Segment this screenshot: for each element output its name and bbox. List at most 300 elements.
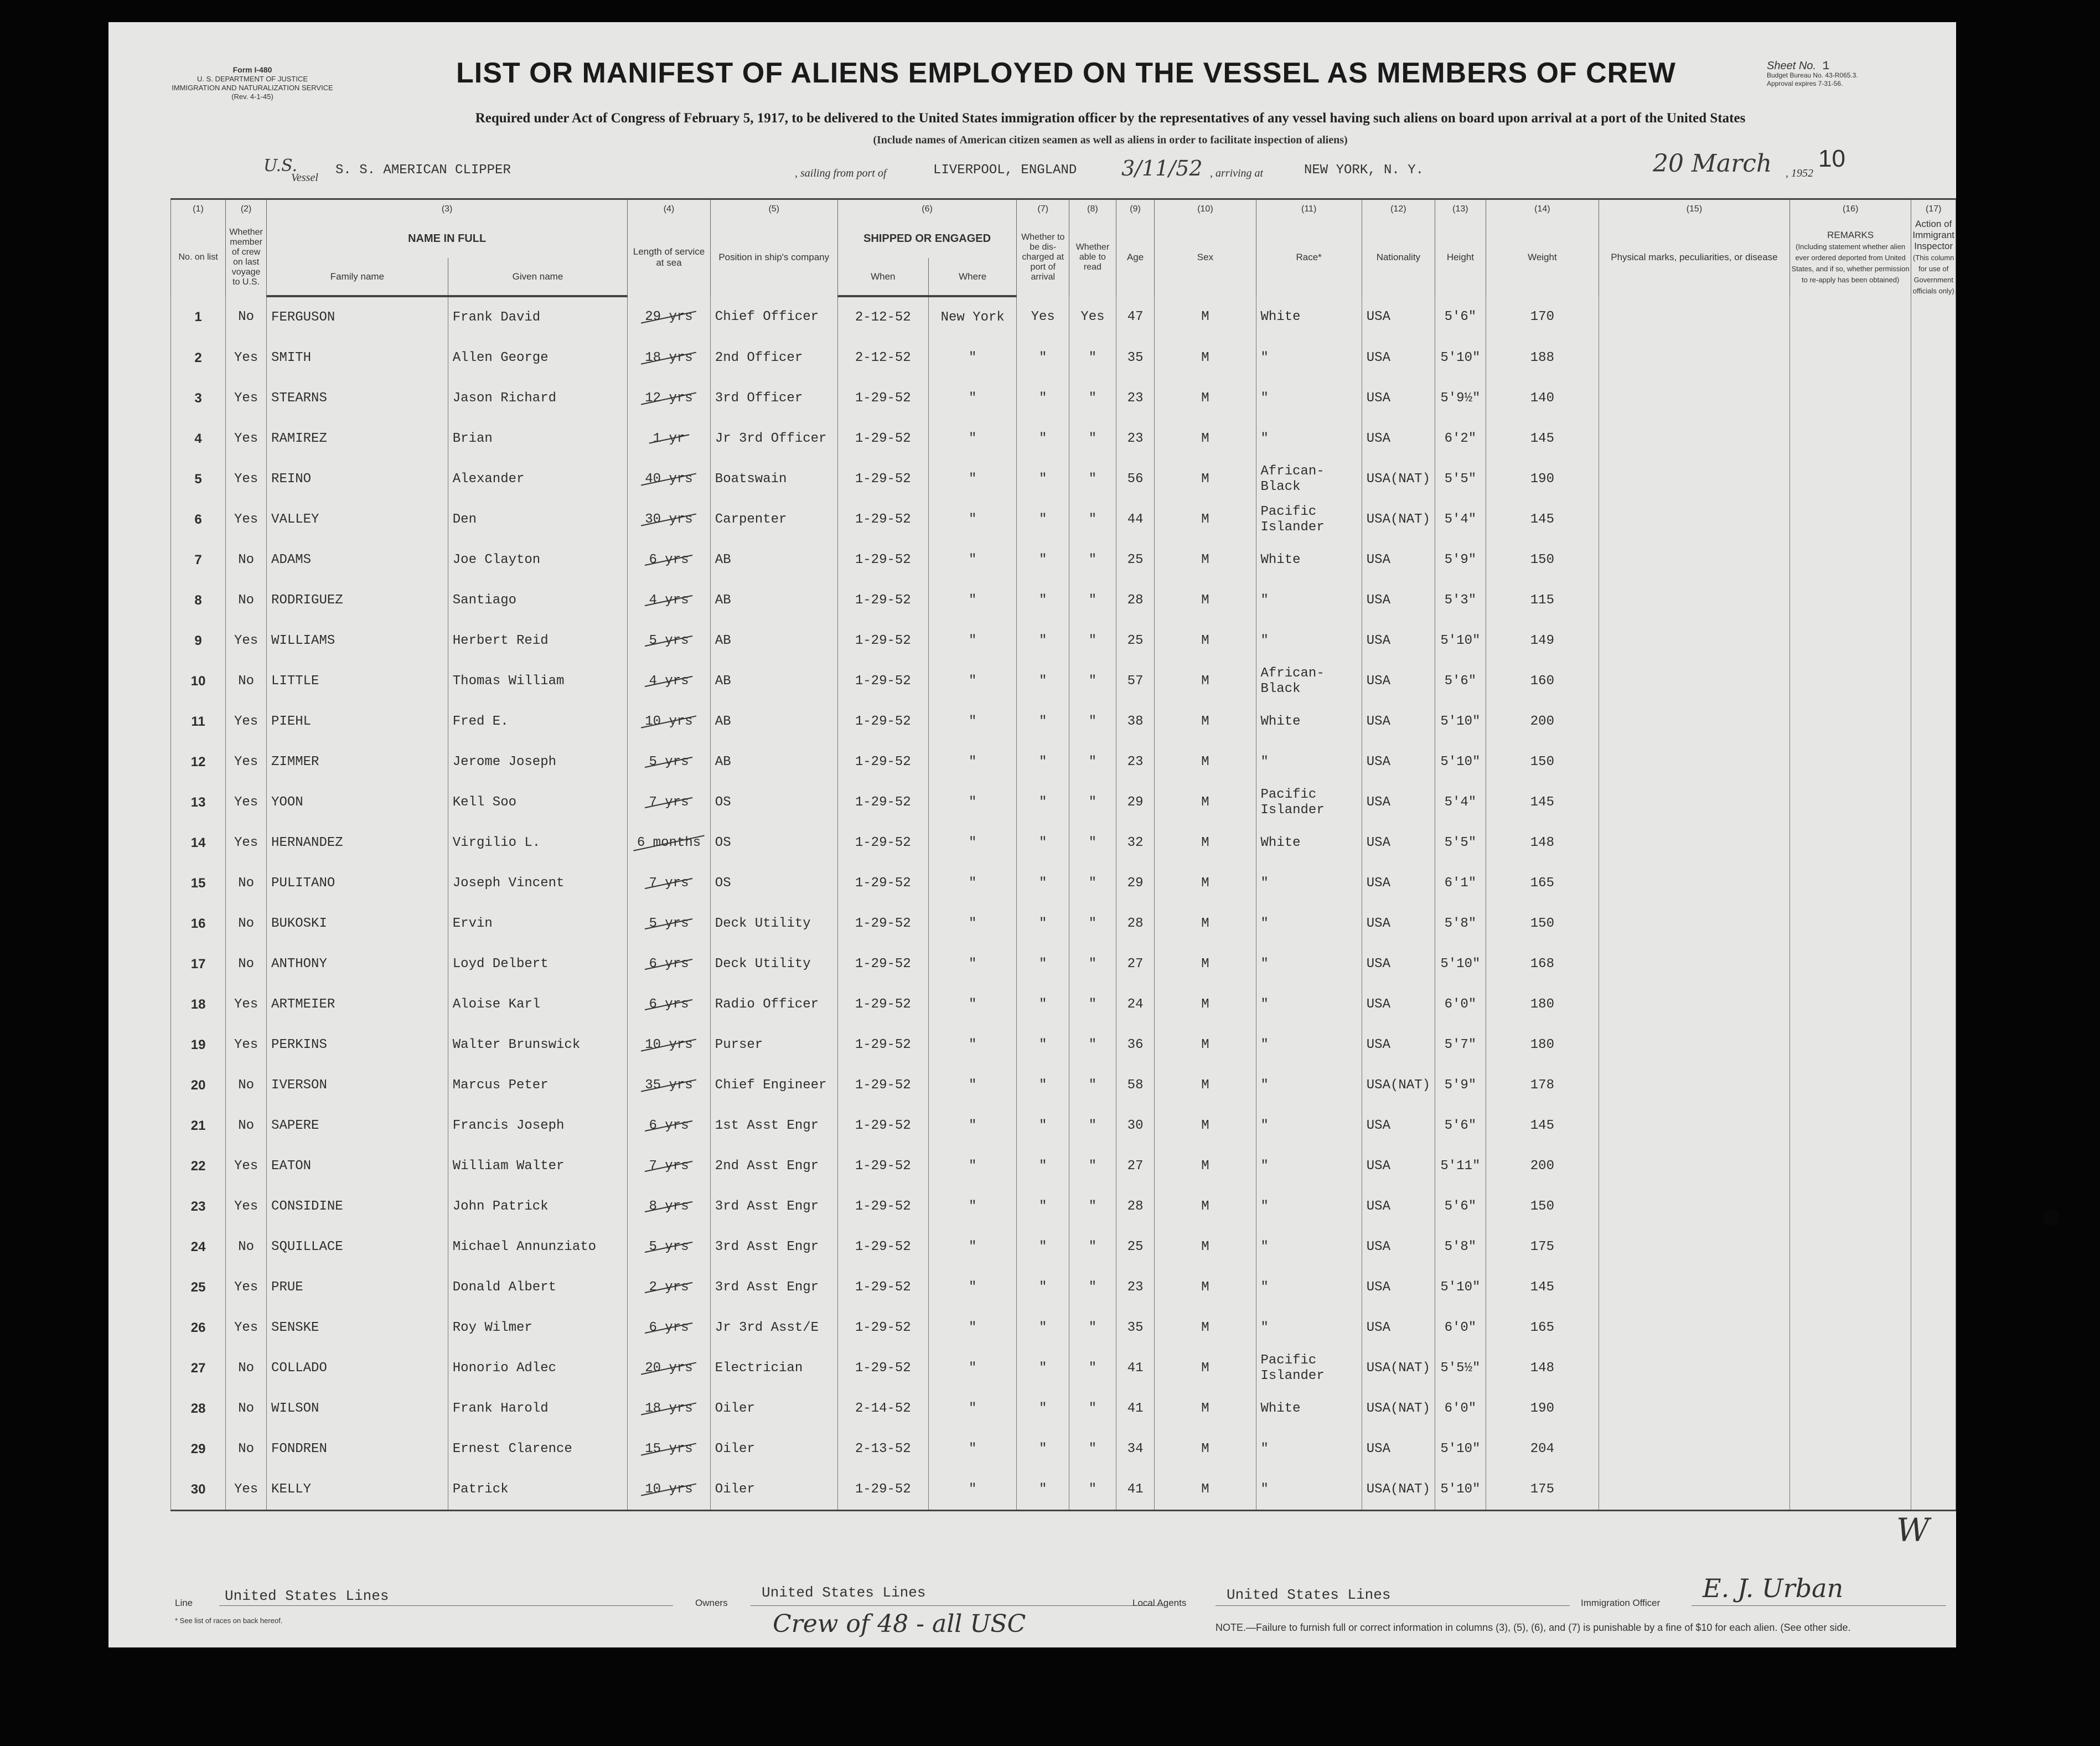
cell-shipped-where: " [928,540,1017,580]
cell-sex: M [1155,378,1256,419]
cell-given-name: Alexander [448,459,627,499]
cell-weight: 200 [1486,701,1599,742]
cell-sex: M [1155,863,1256,903]
cell-shipped-when: 1-29-52 [837,419,928,459]
cell-shipped-when: 1-29-52 [837,1267,928,1308]
cell-able-to-read: " [1069,903,1116,944]
cell-to-be-discharged: " [1017,661,1069,701]
cell-shipped-where: " [928,742,1017,782]
cell-member-last-voyage: No [226,1065,267,1106]
cell-position: Boatswain [710,459,837,499]
cell-able-to-read: " [1069,742,1116,782]
cell-age: 56 [1116,459,1155,499]
cell-physical-marks [1599,1025,1789,1065]
cell-to-be-discharged: " [1017,903,1069,944]
cell-sex: M [1155,1267,1256,1308]
cell-weight: 180 [1486,984,1599,1025]
cell-race: " [1256,1469,1362,1511]
cell-family-name: COLLADO [267,1348,448,1388]
cell-row-number: 23 [171,1186,226,1227]
cell-remarks [1789,1025,1911,1065]
cell-family-name: ARTMEIER [267,984,448,1025]
cell-shipped-where: " [928,1308,1017,1348]
cell-position: Radio Officer [710,984,837,1025]
cell-inspector-action [1911,419,1956,459]
cell-shipped-when: 1-29-52 [837,1025,928,1065]
table-row [171,1429,1956,1469]
cell-race: Pacific Islander [1256,782,1362,823]
cell-position: 3rd Officer [710,378,837,419]
cell-inspector-action [1911,661,1956,701]
cell-weight: 178 [1486,1065,1599,1106]
cell-shipped-where: " [928,944,1017,984]
cell-position: Deck Utility [710,903,837,944]
cell-to-be-discharged: " [1017,580,1069,621]
cell-shipped-when: 1-29-52 [837,903,928,944]
cell-member-last-voyage: Yes [226,499,267,540]
cell-row-number: 6 [171,499,226,540]
cell-weight: 150 [1486,742,1599,782]
cell-nationality: USA [1362,580,1435,621]
cell-inspector-action [1911,338,1956,378]
col-num-5: (5) [710,199,837,219]
cell-physical-marks [1599,296,1789,338]
cell-length-of-service: 15 yrs [628,1429,711,1469]
cell-able-to-read: " [1069,1308,1116,1348]
table-row [171,338,1956,378]
table-row [171,701,1956,742]
flag-handwritten: U.S. [263,156,298,175]
cell-length-of-service: 6 yrs [628,944,711,984]
table-row [171,1025,1956,1065]
cell-remarks [1789,459,1911,499]
header-position: Position in ship's company [710,219,837,296]
cell-length-of-service: 4 yrs [628,580,711,621]
cell-member-last-voyage: No [226,296,267,338]
cell-position: Oiler [710,1469,837,1511]
cell-given-name: Ernest Clarence [448,1429,627,1469]
table-row [171,1146,1956,1186]
cell-row-number: 14 [171,823,226,863]
cell-to-be-discharged: " [1017,540,1069,580]
cell-age: 44 [1116,499,1155,540]
cell-remarks [1789,378,1911,419]
cell-race: " [1256,1065,1362,1106]
cell-nationality: USA [1362,1025,1435,1065]
cell-weight: 149 [1486,621,1599,661]
cell-remarks [1789,701,1911,742]
cell-given-name: Thomas William [448,661,627,701]
cell-to-be-discharged: " [1017,419,1069,459]
cell-position: AB [710,580,837,621]
cell-height: 5'5½" [1435,1348,1486,1388]
cell-shipped-where: " [928,1469,1017,1511]
cell-weight: 190 [1486,1388,1599,1429]
cell-physical-marks [1599,1106,1789,1146]
header-height: Height [1435,219,1486,296]
cell-to-be-discharged: " [1017,1469,1069,1511]
cell-to-be-discharged: " [1017,1106,1069,1146]
cell-race: " [1256,1186,1362,1227]
cell-able-to-read: " [1069,1388,1116,1429]
cell-sex: M [1155,701,1256,742]
cell-weight: 148 [1486,1348,1599,1388]
table-row [171,742,1956,782]
cell-shipped-when: 1-29-52 [837,1227,928,1267]
cell-length-of-service: 5 yrs [628,621,711,661]
department: U. S. DEPARTMENT OF JUSTICE [196,75,308,83]
cell-inspector-action [1911,742,1956,782]
cell-family-name: PRUE [267,1267,448,1308]
form-revision: (Rev. 4-1-45) [231,92,273,101]
cell-race: White [1256,823,1362,863]
cell-row-number: 20 [171,1065,226,1106]
cell-age: 35 [1116,338,1155,378]
cell-nationality: USA [1362,863,1435,903]
cell-able-to-read: " [1069,984,1116,1025]
cell-nationality: USA [1362,742,1435,782]
cell-row-number: 21 [171,1106,226,1146]
penalty-note: NOTE.—Failure to furnish full or correct information in columns (3), (5), (6), and (7) is punishable by a fine of $10 for each alien. (See other side. [1215,1622,1851,1633]
cell-nationality: USA(NAT) [1362,499,1435,540]
remarks-title: REMARKS [1827,230,1874,240]
cell-given-name: Fred E. [448,701,627,742]
cell-shipped-when: 1-29-52 [837,1106,928,1146]
table-row [171,1267,1956,1308]
footer [175,1573,1946,1644]
cell-sex: M [1155,944,1256,984]
cell-to-be-discharged: " [1017,1065,1069,1106]
col-num-6: (6) [837,199,1017,219]
cell-shipped-when: 1-29-52 [837,742,928,782]
table-row [171,580,1956,621]
header-shipped-engaged: SHIPPED OR ENGAGED [837,219,1017,258]
cell-family-name: PIEHL [267,701,448,742]
cell-physical-marks [1599,499,1789,540]
cell-member-last-voyage: Yes [226,782,267,823]
cell-able-to-read: " [1069,1065,1116,1106]
cell-race: " [1256,1146,1362,1186]
cell-sex: M [1155,459,1256,499]
cell-given-name: Aloise Karl [448,984,627,1025]
cell-nationality: USA(NAT) [1362,1388,1435,1429]
cell-family-name: KELLY [267,1469,448,1511]
cell-age: 23 [1116,1267,1155,1308]
cell-inspector-action [1911,1146,1956,1186]
cell-nationality: USA [1362,984,1435,1025]
table-row [171,944,1956,984]
cell-nationality: USA [1362,338,1435,378]
departure-port: LIVERPOOL, ENGLAND [933,163,1077,178]
cell-nationality: USA [1362,782,1435,823]
owners-label: Owners [695,1598,728,1608]
cell-member-last-voyage: No [226,863,267,903]
cell-race: " [1256,1308,1362,1348]
cell-shipped-when: 1-29-52 [837,1065,928,1106]
cell-inspector-action [1911,1429,1956,1469]
cell-remarks [1789,296,1911,338]
cell-inspector-action [1911,1348,1956,1388]
cell-row-number: 18 [171,984,226,1025]
cell-age: 29 [1116,782,1155,823]
page-number: 10 [1818,145,1845,172]
cell-given-name: Den [448,499,627,540]
header-action-inspector [1911,219,1956,296]
cell-sex: M [1155,1106,1256,1146]
cell-member-last-voyage: No [226,661,267,701]
cell-length-of-service: 10 yrs [628,701,711,742]
cell-physical-marks [1599,1146,1789,1186]
crew-rows [171,296,1956,1511]
sheet-label: Sheet No. [1767,60,1816,72]
cell-inspector-action [1911,944,1956,984]
cell-height: 5'5" [1435,823,1486,863]
cell-physical-marks [1599,903,1789,944]
form-number: Form I-480 [232,65,272,74]
budget-number: Budget Bureau No. 43-R065.3. [1767,71,1858,79]
cell-height: 5'6" [1435,1186,1486,1227]
table-row [171,1388,1956,1429]
cell-shipped-when: 1-29-52 [837,1186,928,1227]
cell-physical-marks [1599,863,1789,903]
col-num-17: (17) [1911,199,1956,219]
cell-shipped-when: 2-14-52 [837,1388,928,1429]
cell-shipped-when: 1-29-52 [837,782,928,823]
cell-member-last-voyage: No [226,1388,267,1429]
cell-family-name: HERNANDEZ [267,823,448,863]
cell-able-to-read: " [1069,944,1116,984]
legal-requirement: Required under Act of Congress of February 5, 1917, to be delivered to the United States immigration officer by the representatives of any vessel having such aliens on board upon arrival at a port of the United States [475,111,1746,126]
line-value: United States Lines [225,1588,389,1604]
cell-length-of-service: 6 yrs [628,540,711,580]
cell-shipped-where: " [928,903,1017,944]
cell-able-to-read: " [1069,1429,1116,1469]
cell-weight: 190 [1486,459,1599,499]
col-num-8: (8) [1069,199,1116,219]
cell-shipped-where: " [928,1186,1017,1227]
cell-age: 35 [1116,1308,1155,1348]
cell-physical-marks [1599,984,1789,1025]
header-age: Age [1116,219,1155,296]
table-row [171,782,1956,823]
header-no-on-list: No. on list [171,219,226,296]
cell-length-of-service: 5 yrs [628,903,711,944]
arriving-label: , arriving at [1210,167,1264,179]
cell-family-name: PULITANO [267,863,448,903]
table-row [171,378,1956,419]
cell-remarks [1789,944,1911,984]
cell-height: 5'10" [1435,944,1486,984]
cell-able-to-read: " [1069,1146,1116,1186]
cell-position: OS [710,823,837,863]
cell-race: Pacific Islander [1256,1348,1362,1388]
cell-shipped-when: 1-29-52 [837,944,928,984]
col-num-13: (13) [1435,199,1486,219]
cell-physical-marks [1599,580,1789,621]
cell-nationality: USA(NAT) [1362,459,1435,499]
cell-age: 25 [1116,540,1155,580]
cell-row-number: 2 [171,338,226,378]
cell-shipped-when: 1-29-52 [837,863,928,903]
cell-given-name: Loyd Delbert [448,944,627,984]
table-row [171,1186,1956,1227]
cell-to-be-discharged: " [1017,863,1069,903]
cell-shipped-when: 1-29-52 [837,1348,928,1388]
cell-to-be-discharged: " [1017,1267,1069,1308]
cell-given-name: Virgilio L. [448,823,627,863]
table-row [171,459,1956,499]
cell-shipped-when: 1-29-52 [837,823,928,863]
cell-member-last-voyage: No [226,1227,267,1267]
table-row [171,1106,1956,1146]
cell-inspector-action [1911,459,1956,499]
cell-position: OS [710,863,837,903]
cell-sex: M [1155,1186,1256,1227]
cell-inspector-action [1911,499,1956,540]
cell-length-of-service: 35 yrs [628,1065,711,1106]
cell-age: 24 [1116,984,1155,1025]
cell-to-be-discharged: " [1017,1146,1069,1186]
cell-remarks [1789,1267,1911,1308]
cell-race: " [1256,1025,1362,1065]
cell-physical-marks [1599,701,1789,742]
cell-height: 5'6" [1435,661,1486,701]
cell-remarks [1789,903,1911,944]
cell-height: 5'6" [1435,1106,1486,1146]
cell-length-of-service: 1 yr [628,419,711,459]
cell-given-name: Jason Richard [448,378,627,419]
cell-remarks [1789,419,1911,459]
cell-height: 5'10" [1435,1429,1486,1469]
cell-shipped-when: 1-29-52 [837,1308,928,1348]
cell-given-name: Herbert Reid [448,621,627,661]
cell-shipped-when: 1-29-52 [837,984,928,1025]
cell-shipped-when: 1-29-52 [837,459,928,499]
cell-family-name: SQUILLACE [267,1227,448,1267]
table-row [171,296,1956,338]
cell-race: " [1256,621,1362,661]
cell-physical-marks [1599,661,1789,701]
cell-row-number: 9 [171,621,226,661]
cell-height: 5'10" [1435,742,1486,782]
cell-shipped-where: " [928,1429,1017,1469]
cell-nationality: USA [1362,419,1435,459]
cell-physical-marks [1599,1348,1789,1388]
cell-row-number: 17 [171,944,226,984]
header-family-name: Family name [267,258,448,296]
cell-age: 38 [1116,701,1155,742]
cell-row-number: 28 [171,1388,226,1429]
cell-height: 5'9½" [1435,378,1486,419]
cell-given-name: Jerome Joseph [448,742,627,782]
cell-height: 5'6" [1435,296,1486,338]
cell-family-name: RAMIREZ [267,419,448,459]
cell-member-last-voyage: Yes [226,984,267,1025]
cell-weight: 150 [1486,540,1599,580]
cell-race: " [1256,944,1362,984]
agents-label: Local Agents [1132,1598,1187,1608]
cell-able-to-read: " [1069,499,1116,540]
header-member-last-voyage: Whether member of crew on last voyage to U.S. [226,219,267,296]
cell-sex: M [1155,338,1256,378]
cell-shipped-when: 1-29-52 [837,661,928,701]
cell-row-number: 8 [171,580,226,621]
cell-length-of-service: 5 yrs [628,1227,711,1267]
cell-row-number: 16 [171,903,226,944]
cell-sex: M [1155,580,1256,621]
cell-remarks [1789,984,1911,1025]
cell-able-to-read: " [1069,782,1116,823]
cell-given-name: Kell Soo [448,782,627,823]
cell-length-of-service: 4 yrs [628,661,711,701]
table-row [171,903,1956,944]
cell-able-to-read: " [1069,621,1116,661]
cell-shipped-when: 1-29-52 [837,580,928,621]
cell-remarks [1789,823,1911,863]
cell-given-name: Honorio Adlec [448,1348,627,1388]
cell-sex: M [1155,782,1256,823]
cell-position: AB [710,540,837,580]
cell-physical-marks [1599,1065,1789,1106]
cell-race: White [1256,1388,1362,1429]
cell-able-to-read: " [1069,1186,1116,1227]
table-row [171,984,1956,1025]
header-where: Where [928,258,1017,296]
cell-family-name: LITTLE [267,661,448,701]
cell-length-of-service: 10 yrs [628,1025,711,1065]
cell-weight: 140 [1486,378,1599,419]
table-row [171,1227,1956,1267]
cell-inspector-action [1911,782,1956,823]
cell-member-last-voyage: No [226,1348,267,1388]
cell-inspector-action [1911,1106,1956,1146]
cell-given-name: Walter Brunswick [448,1025,627,1065]
cell-height: 5'10" [1435,1469,1486,1511]
cell-row-number: 5 [171,459,226,499]
table-row [171,540,1956,580]
cell-length-of-service: 6 yrs [628,1106,711,1146]
cell-given-name: Frank Harold [448,1388,627,1429]
cell-physical-marks [1599,742,1789,782]
cell-able-to-read: " [1069,580,1116,621]
cell-shipped-when: 1-29-52 [837,701,928,742]
cell-shipped-when: 1-29-52 [837,378,928,419]
cell-race: African-Black [1256,661,1362,701]
cell-physical-marks [1599,1186,1789,1227]
cell-member-last-voyage: No [226,903,267,944]
cell-position: Deck Utility [710,944,837,984]
cell-position: 2nd Officer [710,338,837,378]
cell-position: Chief Officer [710,296,837,338]
cell-age: 41 [1116,1388,1155,1429]
cell-nationality: USA [1362,823,1435,863]
cell-height: 5'10" [1435,621,1486,661]
cell-position: 3rd Asst Engr [710,1227,837,1267]
cell-family-name: CONSIDINE [267,1186,448,1227]
cell-age: 28 [1116,1186,1155,1227]
cell-position: Purser [710,1025,837,1065]
cell-nationality: USA [1362,1146,1435,1186]
cell-shipped-where: " [928,621,1017,661]
cell-position: Jr 3rd Asst/E [710,1308,837,1348]
cell-age: 30 [1116,1106,1155,1146]
cell-family-name: WILLIAMS [267,621,448,661]
cell-to-be-discharged: " [1017,701,1069,742]
cell-remarks [1789,540,1911,580]
cell-row-number: 1 [171,296,226,338]
cell-physical-marks [1599,540,1789,580]
cell-age: 25 [1116,1227,1155,1267]
